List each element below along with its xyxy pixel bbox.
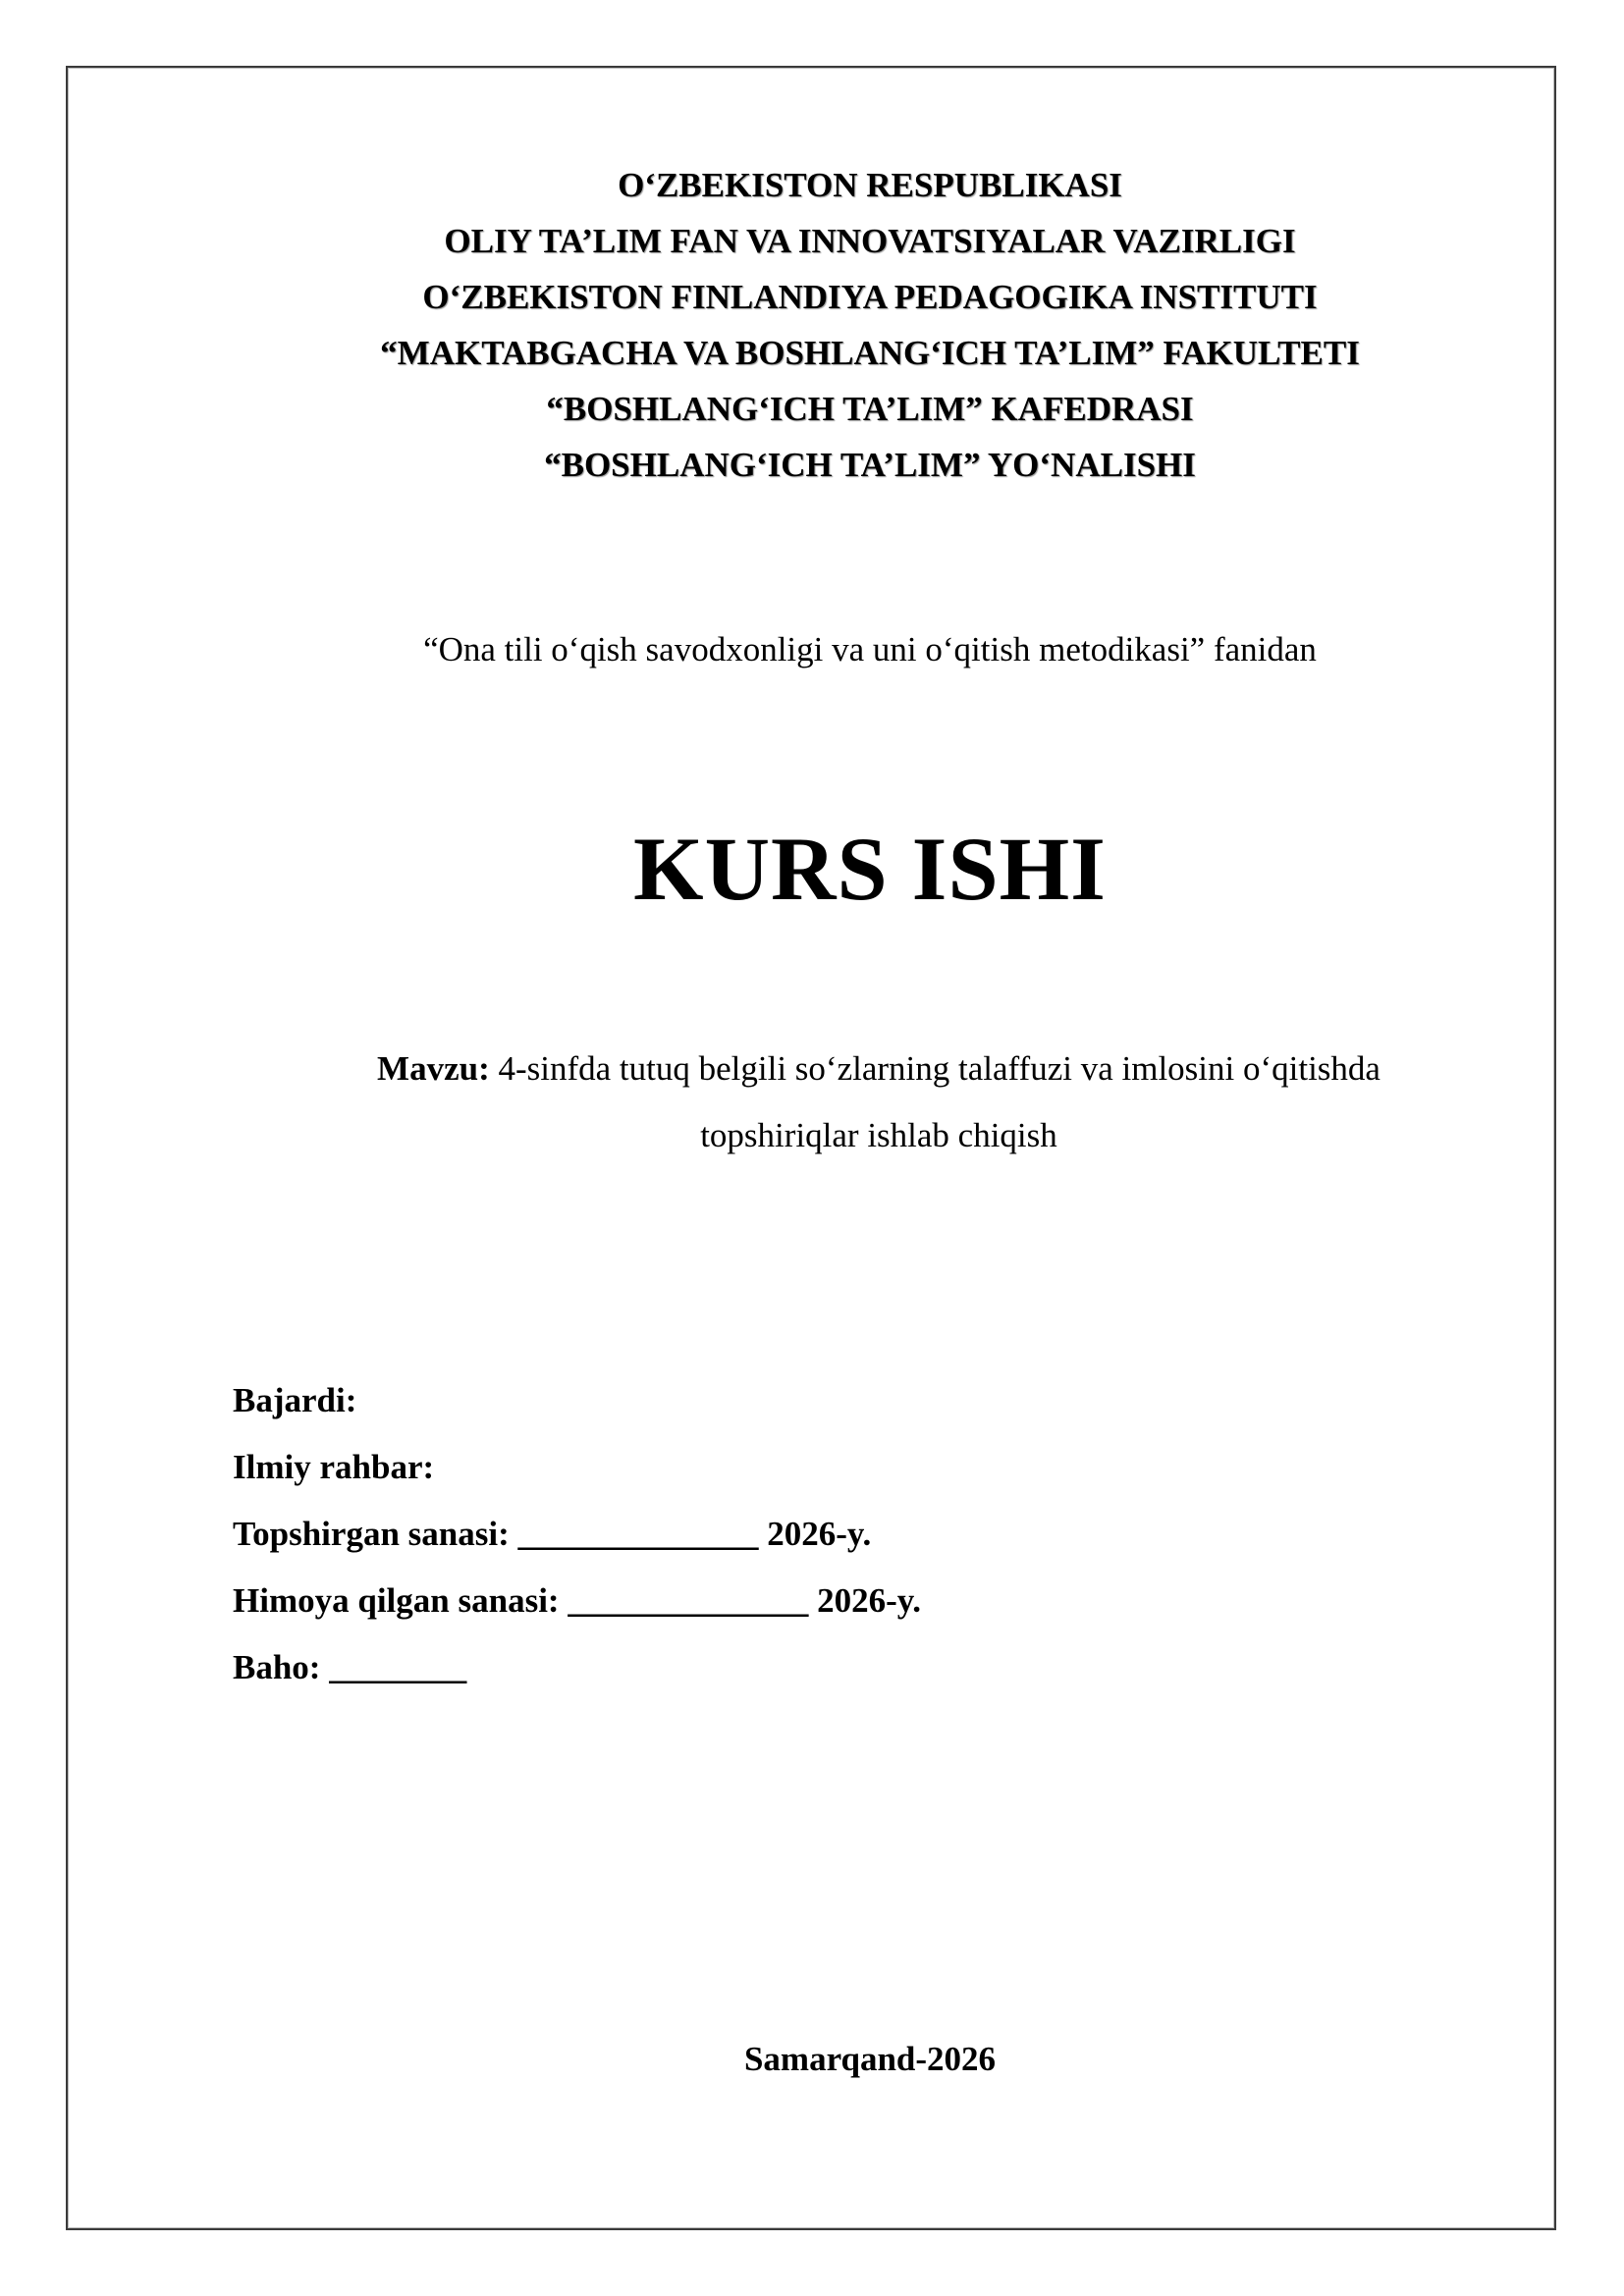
- institution-header: [0, 157, 1624, 493]
- subject-line: “Ona tili o‘qish savodxonligi va uni o‘qitish metodikasi” fanidan: [423, 630, 1317, 668]
- performed-by-line: Bajardi:: [233, 1381, 357, 1419]
- submitted-date-line: Topshirgan sanasi: ______________ 2026-y.: [233, 1515, 872, 1553]
- info-block: [233, 1367, 1411, 1701]
- header-line-direction: “BOSHLANG‘ICH TA’LIM” YO‘NALISHI: [544, 446, 1196, 484]
- defended-date-line: Himoya qilgan sanasi: ______________ 2026-y.: [233, 1581, 922, 1620]
- footer-place-year: Samarqand-2026: [743, 2040, 997, 2078]
- header-line-department: “BOSHLANG‘ICH TA’LIM” KAFEDRASI: [546, 390, 1194, 428]
- topic-text: 4-sinfda tutuq belgili so‘zlarning talaffuzi va imlosini o‘qitishda topshiriqlar ishlab chiqish: [498, 1049, 1380, 1154]
- document-title: KURS ISHI: [633, 819, 1107, 919]
- header-line-republic: O‘ZBEKISTON RESPUBLIKASI: [618, 166, 1122, 204]
- header-line-faculty: “MAKTABGACHA VA BOSHLANG‘ICH TA’LIM” FAKULTETI: [380, 334, 1360, 372]
- topic-block: [295, 1036, 1463, 1169]
- topic-label: Mavzu:: [377, 1049, 490, 1088]
- header-line-institute: O‘ZBEKISTON FINLANDIYA PEDAGOGIKA INSTITUTI: [422, 278, 1318, 316]
- supervisor-line: Ilmiy rahbar:: [233, 1448, 435, 1486]
- grade-line: Baho: ________: [233, 1648, 467, 1686]
- header-line-ministry: OLIY TA’LIM FAN VA INNOVATSIYALAR VAZIRLIGI: [444, 222, 1296, 260]
